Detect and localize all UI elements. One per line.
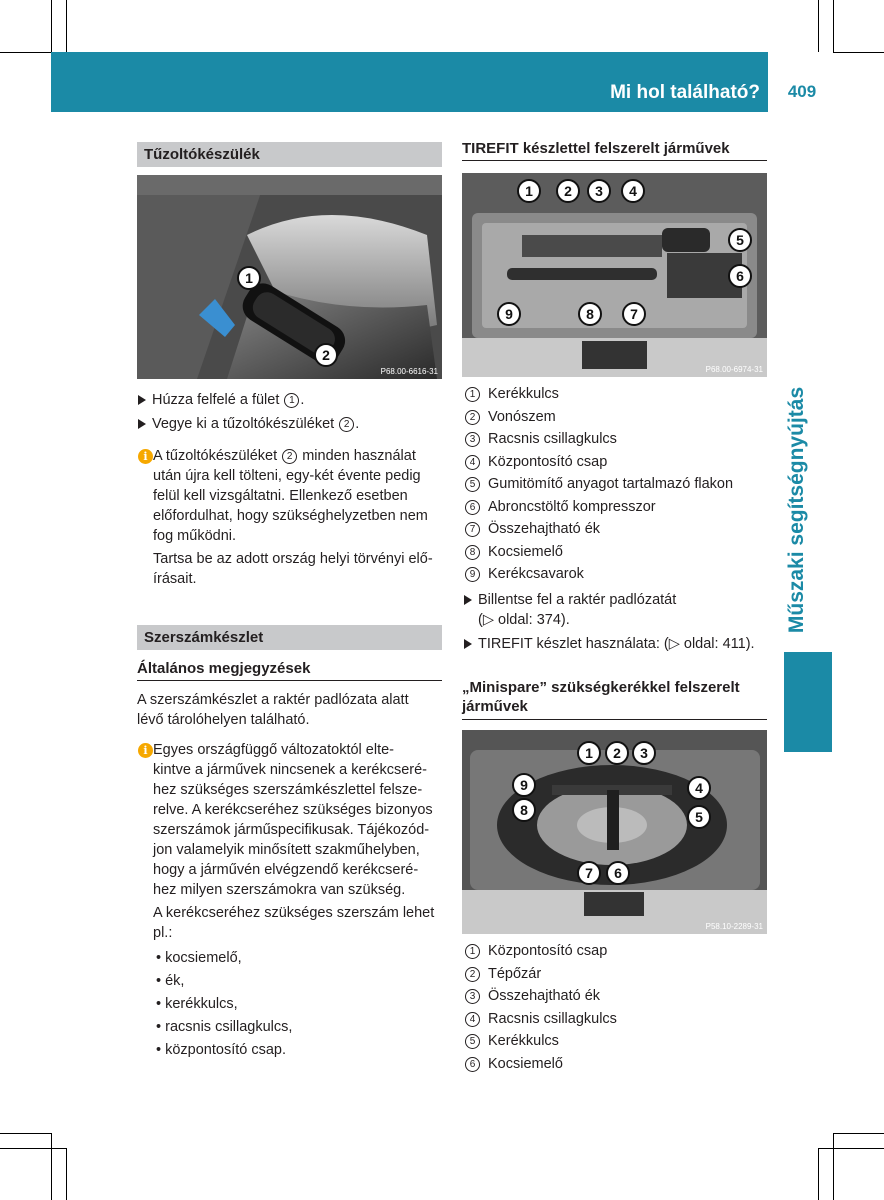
crop-mark bbox=[66, 0, 67, 52]
callout-marker: 4 bbox=[621, 179, 645, 203]
crop-mark bbox=[0, 1148, 66, 1149]
minispare-legend bbox=[464, 940, 617, 1075]
seat-illustration bbox=[137, 175, 442, 379]
crop-mark bbox=[0, 1133, 51, 1134]
info-note: A tűzoltókészüléket 2 minden használat után újra kell tölteni, egy-két évente pedig felül kell vizsgáltatni. Ellenkező esetben előfordulhat, hogy szükséghelyzetben nem fog működni. Tartsa be az adott ország helyi törvényi elő- írásait. bbox=[153, 448, 433, 587]
info-note: Egyes országfüggő változatoktól elte- kintve a járművek nincsenek a kerékcseré- hez szükséges szerszámkészlettel felsze- relve. A kerékcseréhez szükséges bizonyos szerszámok járműspecifikusak. Tájékozód- jon valamelyik minősített szakműhelyben, hogy a járművén elvégzendő kerékcseré- hez milyen szerszámokra van szükség. A kerékcseréhez szükséges szerszám lehet pl.: bbox=[153, 742, 435, 941]
subheading-minispare: „Minispare” szükségkerékkel felszerelt járművek bbox=[462, 678, 767, 720]
legend-item: 4 Központosító csap bbox=[464, 451, 733, 474]
callout-marker: 2 bbox=[605, 741, 629, 765]
callout-marker: 4 bbox=[687, 776, 711, 800]
callout-marker: 6 bbox=[606, 861, 630, 885]
section-heading-fire-extinguisher: Tűzoltókészülék bbox=[137, 142, 442, 167]
callout-ref: 1 bbox=[284, 393, 299, 408]
instruction-step: Billentse fel a raktér padlózatát (▷ oldal: 374). bbox=[464, 590, 676, 630]
crop-mark bbox=[818, 1148, 884, 1149]
list-item: • ék, bbox=[156, 970, 292, 993]
legend-item: 2 Tépőzár bbox=[464, 963, 617, 986]
image-code: P68.00-6974-31 bbox=[705, 365, 763, 374]
info-icon: i bbox=[138, 743, 153, 758]
callout-marker: 3 bbox=[632, 741, 656, 765]
tirefit-photo bbox=[462, 173, 767, 377]
list-item: • racsnis csillagkulcs, bbox=[156, 1016, 292, 1039]
section-heading-toolkit: Szerszámkészlet bbox=[137, 625, 442, 650]
subheading-tirefit: TIREFIT készlettel felszerelt járművek bbox=[462, 140, 767, 161]
chapter-marker bbox=[784, 652, 832, 752]
callout-marker: 6 bbox=[728, 264, 752, 288]
callout-marker: 1 bbox=[517, 179, 541, 203]
legend-item: 7 Összehajtható ék bbox=[464, 518, 733, 541]
legend-item: 6 Kocsiemelő bbox=[464, 1053, 617, 1076]
legend-item: 6 Abroncstöltő kompresszor bbox=[464, 496, 733, 519]
crop-mark bbox=[818, 0, 819, 52]
legend-item: 4 Racsnis csillagkulcs bbox=[464, 1008, 617, 1031]
crop-mark bbox=[833, 52, 884, 53]
chapter-tab bbox=[780, 380, 814, 640]
list-item: • központosító csap. bbox=[156, 1039, 292, 1062]
callout-ref: 2 bbox=[339, 417, 354, 432]
minispare-photo bbox=[462, 730, 767, 934]
callout-marker: 7 bbox=[622, 302, 646, 326]
image-code: P68.00-6616-31 bbox=[380, 367, 438, 376]
crop-mark bbox=[51, 1133, 52, 1200]
legend-item: 5 Gumitömítő anyagot tartalmazó flakon bbox=[464, 473, 733, 496]
instruction-step: Húzza felfelé a fület 1 . bbox=[138, 390, 304, 410]
info-icon: i bbox=[138, 449, 153, 464]
legend-item: 2 Vonószem bbox=[464, 406, 733, 429]
legend-item: 3 Racsnis csillagkulcs bbox=[464, 428, 733, 451]
crop-mark bbox=[51, 0, 52, 52]
legend-item: 8 Kocsiemelő bbox=[464, 541, 733, 564]
fire-extinguisher-photo bbox=[137, 175, 442, 379]
legend-item: 5 Kerékkulcs bbox=[464, 1030, 617, 1053]
callout-marker: 3 bbox=[587, 179, 611, 203]
callout-marker: 2 bbox=[556, 179, 580, 203]
callout-marker: 9 bbox=[512, 773, 536, 797]
crop-mark bbox=[66, 1148, 67, 1200]
trunk-illustration bbox=[462, 173, 767, 377]
list-item: • kerékkulcs, bbox=[156, 993, 292, 1016]
callout-marker: 8 bbox=[512, 798, 536, 822]
page-header bbox=[51, 52, 768, 112]
crop-mark bbox=[833, 1133, 884, 1134]
callout-marker: 1 bbox=[577, 741, 601, 765]
legend-item: 9 Kerékcsavarok bbox=[464, 563, 733, 586]
legend-item: 1 Kerékkulcs bbox=[464, 383, 733, 406]
instruction-step: Vegye ki a tűzoltókészüléket 2 . bbox=[138, 414, 359, 434]
toolkit-intro: A szerszámkészlet a raktér padlózata alatt lévő tárolóhelyen található. bbox=[137, 692, 409, 728]
callout-marker: 7 bbox=[577, 861, 601, 885]
legend-item: 3 Összehajtható ék bbox=[464, 985, 617, 1008]
crop-mark bbox=[833, 1133, 834, 1200]
callout-marker: 1 bbox=[237, 266, 261, 290]
header-divider bbox=[768, 52, 771, 112]
callout-marker: 8 bbox=[578, 302, 602, 326]
crop-mark bbox=[818, 1148, 819, 1200]
image-code: P58.10-2289-31 bbox=[705, 922, 763, 931]
subheading-general-notes: Általános megjegyzések bbox=[137, 660, 442, 681]
list-item: • kocsiemelő, bbox=[156, 947, 292, 970]
crop-mark bbox=[0, 52, 51, 53]
crop-mark bbox=[833, 0, 834, 52]
tirefit-legend bbox=[464, 383, 733, 586]
page-number: 409 bbox=[787, 82, 817, 101]
instruction-step: TIREFIT készlet használata: (▷ oldal: 411). bbox=[464, 634, 755, 654]
callout-marker: 2 bbox=[314, 343, 338, 367]
callout-marker: 5 bbox=[728, 228, 752, 252]
chapter-label: Műszaki segítségnyújtás bbox=[785, 386, 808, 634]
tool-list bbox=[156, 947, 292, 1062]
page-title: Mi hol található? bbox=[610, 82, 760, 103]
legend-item: 1 Központosító csap bbox=[464, 940, 617, 963]
callout-marker: 5 bbox=[687, 805, 711, 829]
callout-marker: 9 bbox=[497, 302, 521, 326]
